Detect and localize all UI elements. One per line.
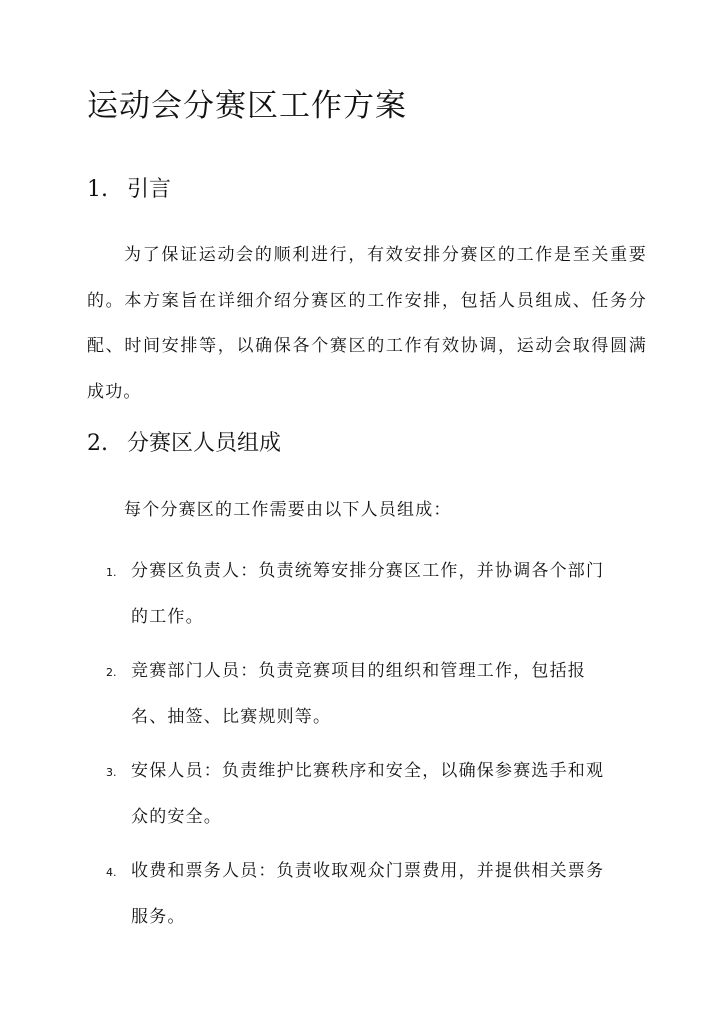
section-heading-staff-composition	[87, 428, 281, 460]
list-item-number: 4.	[106, 866, 117, 879]
list-item-text: 分赛区负责人：负责统筹安排分赛区工作，并协调各个部门的工作。	[131, 561, 605, 627]
introduction-paragraph: 为了保证运动会的顺利进行，有效安排分赛区的工作是至关重要的。本方案旨在详细介绍分赛区的工作安排，包括人员组成、任务分配、时间安排等，以确保各个赛区的工作有效协调，运动会取得圆满成功。	[87, 245, 647, 402]
list-item-text: 收费和票务人员：负责收取观众门票费用，并提供相关票务服务。	[131, 861, 605, 927]
list-item-number: 2.	[106, 666, 117, 679]
list-item-text: 竞赛部门人员：负责竞赛项目的组织和管理工作，包括报名、抽签、比赛规则等。	[131, 661, 586, 727]
document-title: 运动会分赛区工作方案	[87, 88, 407, 124]
section-title: 分赛区人员组成	[127, 431, 282, 456]
list-item-number: 3.	[106, 766, 117, 779]
list-item-text: 安保人员：负责维护比赛秩序和安全，以确保参赛选手和观众的安全。	[131, 761, 605, 827]
list-item-number: 1.	[106, 566, 117, 579]
section-number: 2.	[87, 431, 108, 456]
section-number: 1.	[87, 177, 108, 202]
staff-intro-text: 每个分赛区的工作需要由以下人员组成：	[124, 500, 452, 520]
section-title: 引言	[127, 177, 172, 202]
section-heading-introduction	[87, 174, 171, 206]
